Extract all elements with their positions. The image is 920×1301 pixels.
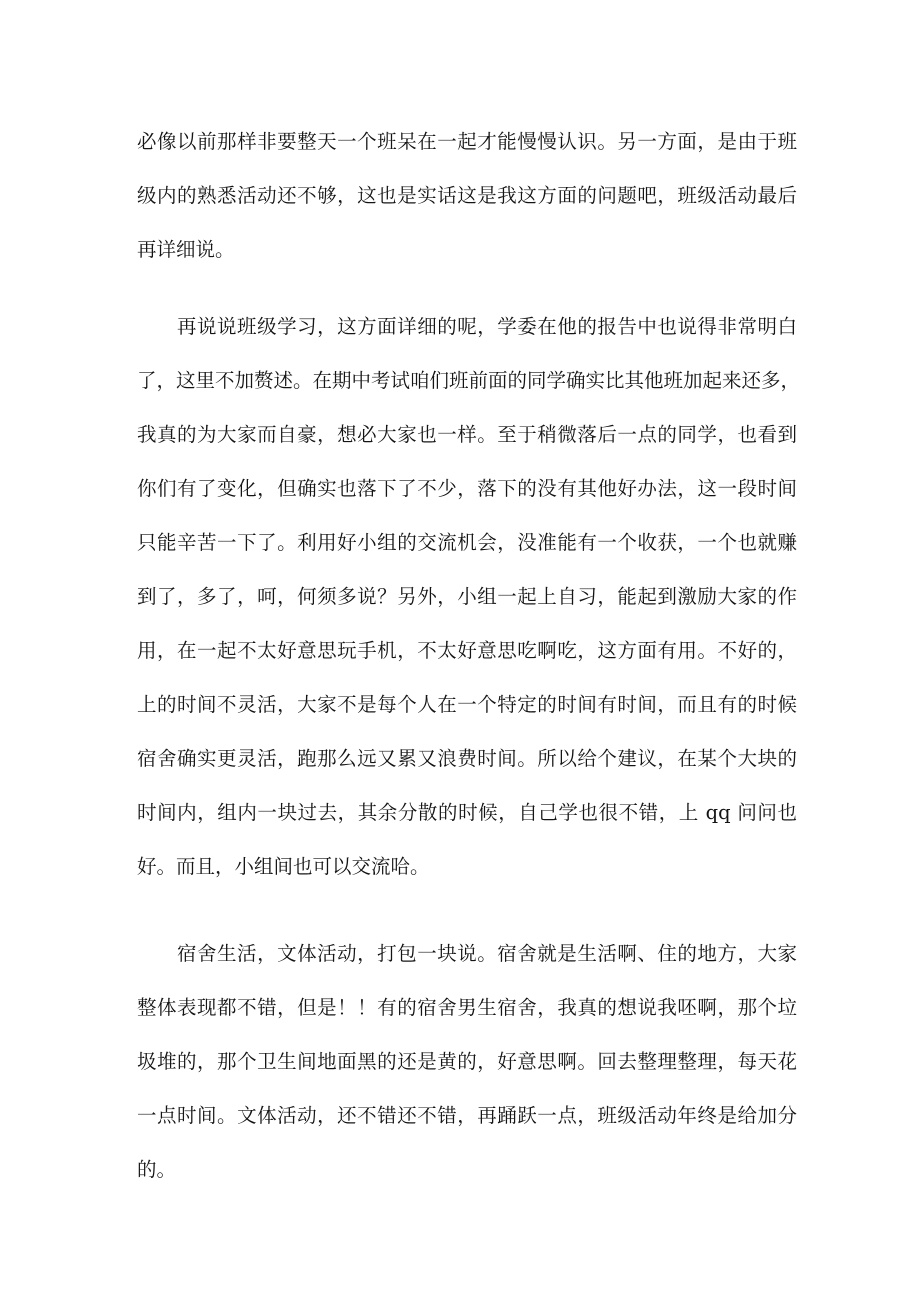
- paragraph-2-line-2: 了，这里不加赘述。在期中考试咱们班前面的同学确实比其他班加起来还多，: [137, 369, 801, 392]
- paragraph-2-line-1: 再说说班级学习，这方面详细的呢，学委在他的报告中也说得非常明白: [177, 315, 797, 338]
- paragraph-2-line-11: 好。而且，小组间也可以交流哈。: [137, 855, 430, 878]
- paragraph-2-line-4: 你们有了变化，但确实也落下了不少，落下的没有其他好办法，这一段时间: [137, 477, 797, 500]
- paragraph-2-line-10: 时间内，组内一块过去，其余分散的时候，自己学也很不错，上 qq 问问也: [137, 801, 797, 824]
- paragraph-2-line-3: 我真的为大家而自豪，想必大家也一样。至于稍微落后一点的同学，也看到: [137, 423, 797, 446]
- paragraph-3-line-4: 一点时间。文体活动，还不错还不错，再踊跃一点，班级活动年终是给加分: [137, 1104, 797, 1127]
- paragraph-3-line-1: 宿舍生活，文体活动，打包一块说。宿舍就是生活啊、住的地方，大家: [177, 942, 797, 965]
- paragraph-2-line-9: 宿舍确实更灵活，跑那么远又累又浪费时间。所以给个建议，在某个大块的: [137, 747, 797, 770]
- paragraph-3-line-2: 整体表现都不错，但是！！有的宿舍男生宿舍，我真的想说我呸啊，那个垃: [137, 996, 797, 1019]
- paragraph-2-line-8: 上的时间不灵活，大家不是每个人在一个特定的时间有时间，而且有的时候: [137, 693, 797, 716]
- paragraph-1-line-2: 级内的熟悉活动还不够，这也是实话这是我这方面的问题吧，班级活动最后: [137, 184, 797, 207]
- paragraph-1-line-1: 必像以前那样非要整天一个班呆在一起才能慢慢认识。另一方面，是由于班: [137, 130, 797, 153]
- paragraph-2-line-5: 只能辛苦一下了。利用好小组的交流机会，没准能有一个收获，一个也就赚: [137, 531, 797, 554]
- paragraph-3-line-5: 的。: [137, 1158, 177, 1181]
- paragraph-1-line-3: 再详细说。: [137, 238, 235, 261]
- paragraph-3-line-3: 圾堆的，那个卫生间地面黑的还是黄的，好意思啊。回去整理整理，每天花: [137, 1050, 797, 1073]
- paragraph-2-line-6: 到了，多了，呵，何须多说？另外，小组一起上自习，能起到激励大家的作: [137, 585, 797, 608]
- paragraph-2-line-7: 用，在一起不太好意思玩手机，不太好意思吃啊吃，这方面有用。不好的，: [137, 639, 797, 662]
